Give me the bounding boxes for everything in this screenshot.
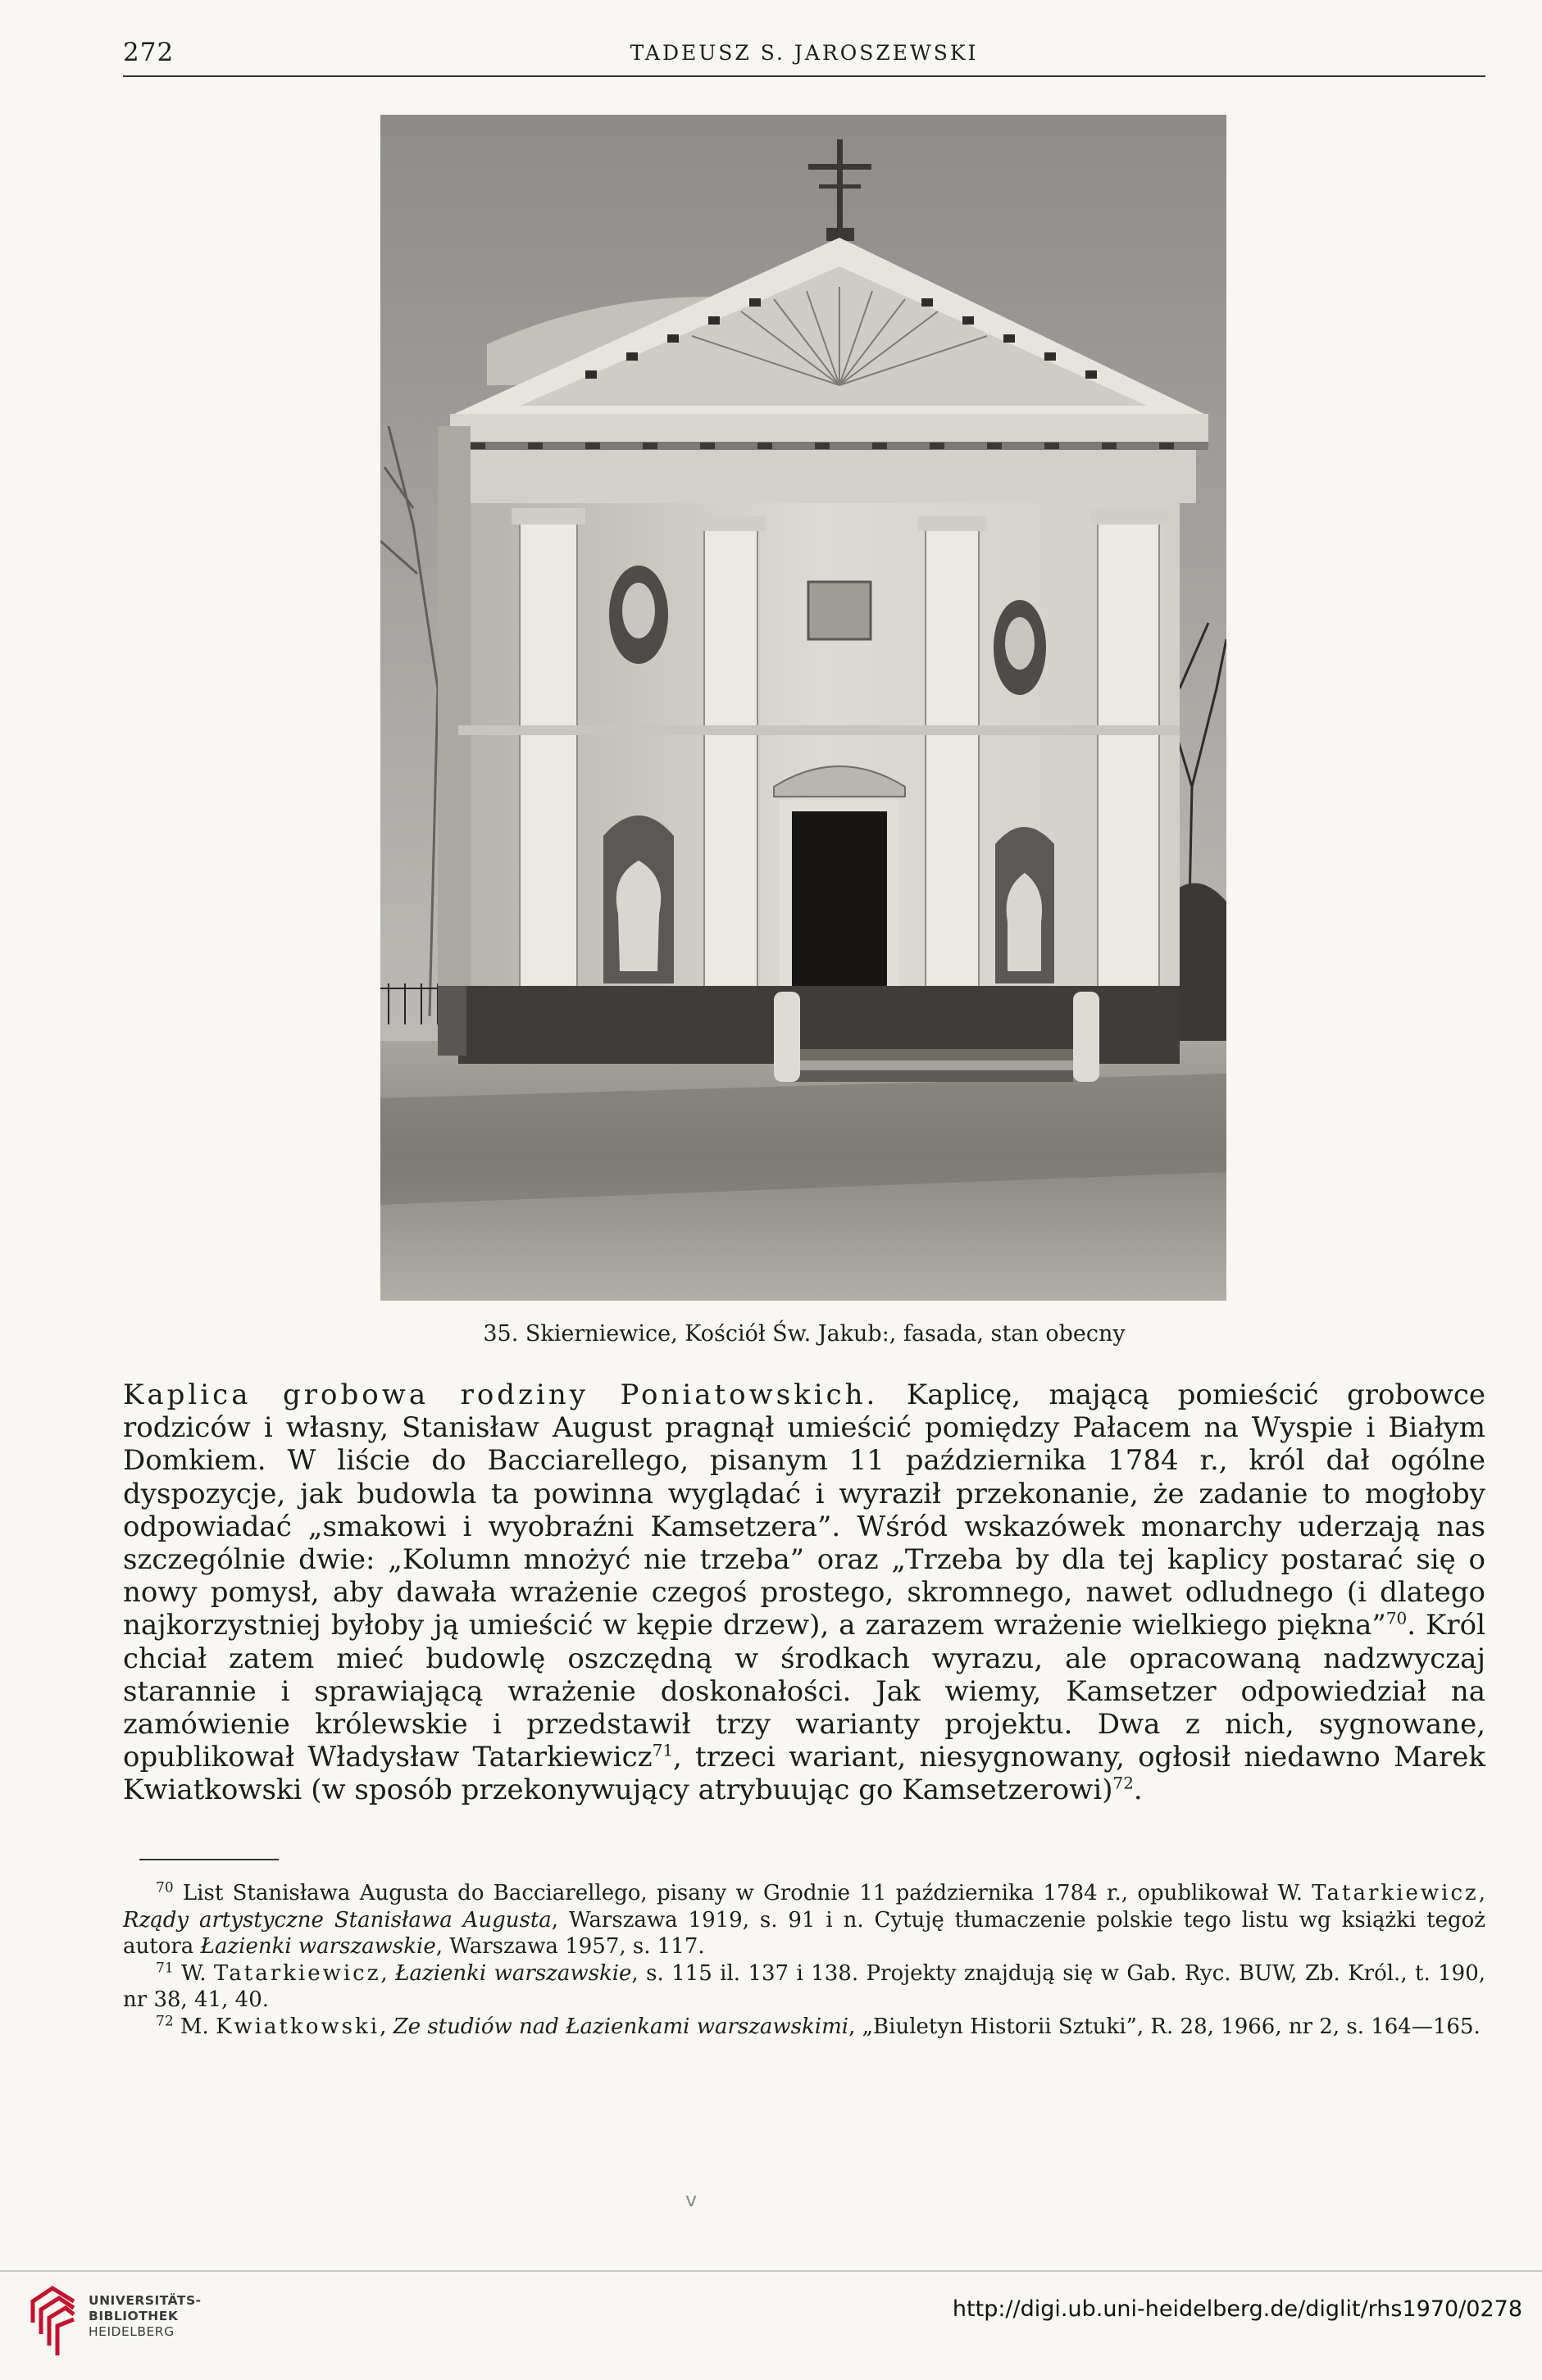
figure-caption: 35. Skierniewice, Kościół Św. Jakub:, fasada, stan obecny: [483, 1321, 1126, 1347]
footnote-text: , Warszawa 1957, s. 117.: [435, 1934, 705, 1959]
footnote-text: , Warszawa 1919, s. 91 i n. Cytuję tłumaczenie polskie tego listu wg książki tegoż autora: [123, 1907, 1485, 1959]
footnotes: [123, 1880, 1485, 2040]
footnote-author: Tatarkiewicz: [213, 1960, 381, 1986]
library-name-line: BIBLIOTHEK: [89, 2309, 179, 2323]
footnote-text: , „Biuletyn Historii Sztuki”, R. 28, 1966, nr 2, s. 164—165.: [848, 2014, 1481, 2039]
footnote-71: [123, 1960, 1485, 2014]
header-rule: [123, 75, 1485, 77]
paragraph-text-part-4: .: [1133, 1774, 1143, 1807]
footnote-70: [123, 1880, 1485, 1960]
footnote-72: [123, 2014, 1485, 2041]
footnote-separator: [139, 1859, 279, 1860]
footnote-ref-70[interactable]: 70: [1385, 1609, 1408, 1629]
section-heading: Kaplica grobowa rodziny Poniatowskich.: [123, 1378, 879, 1411]
footnote-text: List Stanisława Augusta do Bacciarellego, pisany w Grodnie 11 października 1784 r., opublikował W.: [173, 1881, 1312, 1905]
footnote-title: Łazienki warszawskie: [395, 1960, 632, 1986]
footer-rule: [0, 2270, 1542, 2272]
footnote-text: ,: [380, 2014, 393, 2039]
footnote-number: 72: [156, 2012, 174, 2029]
footnote-text: W.: [173, 1960, 214, 1986]
footnote-title: Ze studiów nad Łazienkami warszawskimi: [393, 2014, 849, 2039]
chapel-facade-photograph: [380, 115, 1226, 1301]
footnote-title: Rządy artystyczne Stanisława Augusta: [123, 1907, 552, 1933]
library-logo-icon: [28, 2283, 79, 2359]
running-head: [123, 34, 1485, 74]
chapel-facade-illustration: [380, 115, 1226, 1301]
footnote-number: 70: [156, 1879, 174, 1896]
footnote-text: , s. 115 il. 137 i 138. Projekty znajdują się w Gab. Ryc. BUW, Zb. Król., t. 190, nr 38, 41, 40.: [123, 1960, 1486, 2012]
footnote-text: ,: [1478, 1881, 1485, 1905]
footnote-title: Łazienki warszawskie: [200, 1934, 436, 1959]
source-url-link[interactable]: http://digi.ub.uni-heidelberg.de/diglit/rhs1970/0278: [952, 2296, 1522, 2322]
footnote-ref-71[interactable]: 71: [652, 1740, 674, 1760]
footnote-author: Kwiatkowski: [216, 2014, 380, 2039]
library-name-line: HEIDELBERG: [89, 2324, 175, 2339]
footnote-author: Tatarkiewicz: [1312, 1881, 1479, 1905]
footnote-number: 71: [156, 1959, 174, 1976]
body-paragraph: [123, 1378, 1485, 1807]
page-number: 272: [123, 38, 175, 67]
paragraph-text-part-2: . Król chciał zatem mieć budowlę oszczędną w środkach wyrazu, ale opracowaną nadzwyczaj starannie i sprawiającą wrażenie doskonałości. Jak wiemy, Kamsetzer odpowiedział na zamówienie królewskie i przedstawił trzy warianty projektu. Dwa z nich, sygnowane, opublikował Władysław Tatarkiewicz: [123, 1609, 1485, 1774]
footnote-ref-72[interactable]: 72: [1112, 1774, 1134, 1794]
paragraph-text-part-3: , trzeci wariant, niesygnowany, ogłosił niedawno Marek Kwiatkowski (w sposób przekonywujący atrybuując go Kamsetzerowi): [123, 1741, 1486, 1807]
paragraph-text-part-1: Kaplicę, mającą pomieścić grobowce rodziców i własny, Stanisław August pragnął umieścić pomiędzy Pałacem na Wyspie i Białym Domkiem. W liście do Bacciarellego, pisanym 11 października 1784 r., król dał ogólne dyspozycje, jak budowla ta powinna wyglądać i wyraził przekonanie, że zadanie to mogłoby odpowiadać „smakowi i wyobraźni Kamsetzera”. Wśród wskazówek monarchy uderzają nas szczególnie dwie: „Kolumn mnożyć nie trzeba” oraz „Trzeba by dla tej kaplicy postarać się o nowy pomysł, aby dawała wrażenie czegoś prostego, skromnego, nawet odludnego (i dlatego najkorzystniej byłoby ją umieścić w kępie drzew), a zarazem wrażenie wielkiego piękna”: [123, 1378, 1485, 1642]
pencil-mark: v: [685, 2188, 698, 2211]
footnote-text: M.: [173, 2014, 216, 2039]
running-title-author: TADEUSZ S. JAROSZEWSKI: [630, 41, 979, 65]
footnote-text: ,: [380, 1960, 396, 1986]
library-name: [89, 2293, 202, 2340]
library-brand[interactable]: [28, 2283, 225, 2362]
library-name-line: UNIVERSITÄTS-: [89, 2293, 202, 2308]
